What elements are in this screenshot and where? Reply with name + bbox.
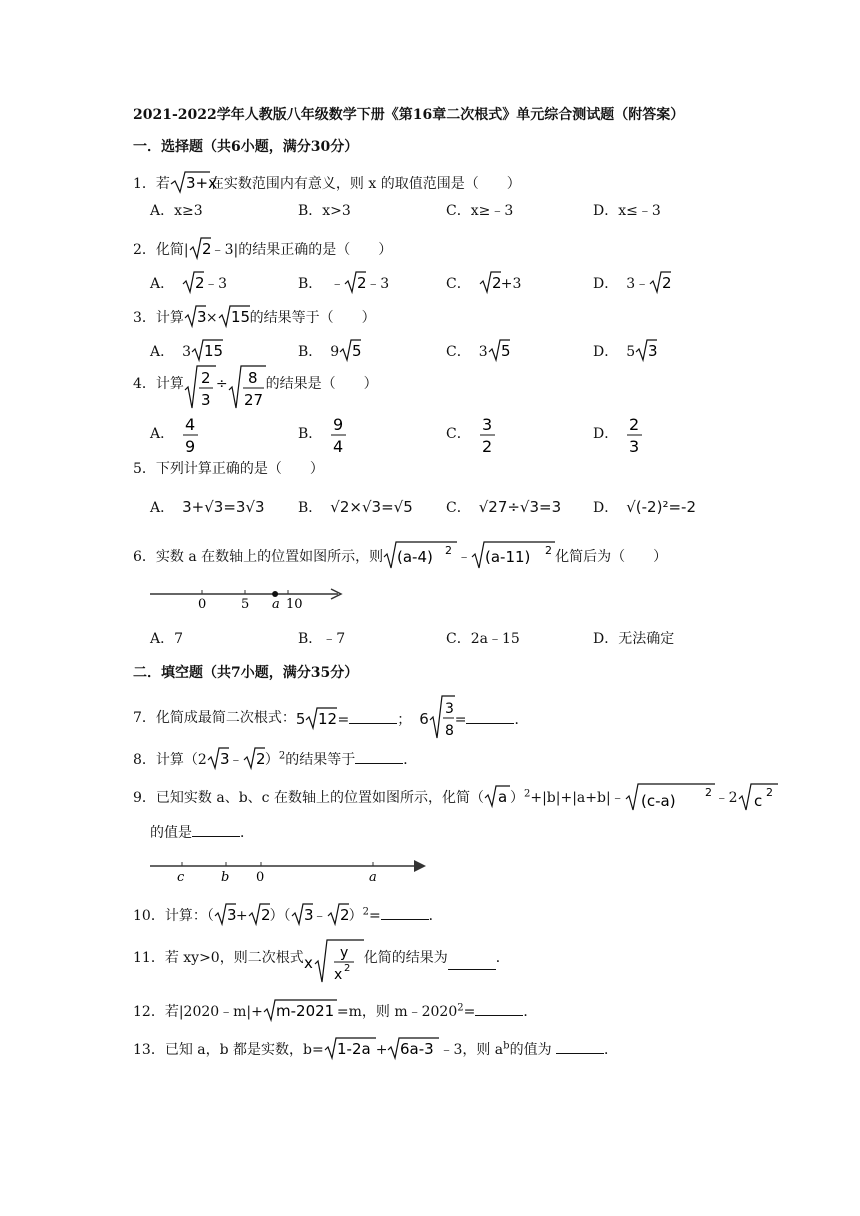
sqrt-symbol: [218, 304, 250, 328]
question-5: 5．下列计算正确的是（ ）: [133, 461, 324, 477]
svg-text:8: 8: [444, 723, 454, 739]
svg-text:2: 2: [201, 240, 212, 258]
svg-text:3: 3: [444, 701, 454, 717]
q1-text: 在实数范围内有意义，则 x 的取值范围是（ ）: [209, 176, 521, 192]
sqrt-symbol: [189, 236, 211, 260]
q3-option-a: A． 3 15: [150, 342, 224, 360]
tick-label-10: 10: [286, 597, 303, 612]
svg-text:m-2021: m-2021: [275, 1002, 335, 1020]
label-b: b: [221, 870, 230, 885]
sqrt-symbol: [170, 170, 217, 194]
svg-text:4: 4: [333, 437, 344, 456]
svg-text:3: 3: [196, 308, 207, 326]
sqrt-symbol: [383, 540, 457, 570]
q2-number: 2．化简|: [133, 242, 189, 258]
sqrt-symbol: [182, 270, 204, 294]
svg-text:27: 27: [243, 391, 263, 409]
svg-text:2: 2: [629, 415, 640, 434]
axis-arrow-icon: [414, 860, 426, 872]
svg-text:9: 9: [333, 415, 344, 434]
q5-option-a: A． 3+√3=3√3: [150, 498, 265, 516]
svg-text:2: 2: [357, 274, 367, 292]
svg-text:3: 3: [303, 906, 314, 924]
q3-option-d: D． 5 3: [593, 342, 658, 360]
question-9: 9．已知实数 a、b、c 在数轴上的位置如图所示，化简（ a ）$^2$+|b|+|a+b|﹣ (c-a) 2 ﹣2 c 2: [133, 782, 778, 812]
svg-text:2: 2: [481, 437, 492, 456]
answer-blank[interactable]: [448, 957, 496, 970]
document-title: 2021-2022学年人教版八年级数学下册《第16章二次根式》单元综合测试题（附答案）: [133, 107, 685, 123]
answer-blank[interactable]: [355, 751, 403, 764]
q6-option-b: B．﹣7: [298, 631, 346, 647]
svg-text:y: y: [339, 945, 349, 961]
svg-text:(c-a): (c-a): [640, 792, 676, 810]
section-heading-fill: 二．填空题（共7小题，满分35分）: [133, 665, 359, 681]
q4-option-c: C． 3 2: [446, 415, 492, 456]
q4-option-d: D． 2 3: [593, 415, 640, 456]
svg-text:3: 3: [219, 750, 230, 768]
answer-blank[interactable]: [475, 1003, 523, 1016]
q6-option-a: A．7: [150, 631, 184, 647]
question-9-line2: 的值是 ．: [150, 825, 254, 841]
q2-option-a: A． 2 ﹣3: [150, 270, 227, 294]
svg-text:15: 15: [204, 342, 224, 360]
question-11: 11．若 xy>0，则二次根式 x y x 2 化简的结果为 ．: [133, 938, 510, 984]
svg-text:2: 2: [545, 544, 553, 557]
svg-text:2: 2: [765, 786, 773, 799]
svg-text:x: x: [303, 954, 313, 972]
svg-text:(a-4): (a-4): [397, 548, 434, 566]
answer-blank[interactable]: [466, 711, 514, 724]
svg-text:2: 2: [195, 274, 205, 292]
svg-text:4: 4: [185, 415, 196, 434]
question-2: [133, 236, 392, 260]
svg-text:2: 2: [255, 750, 266, 768]
answer-blank[interactable]: [192, 824, 240, 837]
svg-text:2: 2: [200, 369, 211, 387]
question-13: 13．已知 a，b 都是实数，b= 1-2a + 6a-3 ﹣3，则 $a^b$的值为 ．: [133, 1040, 619, 1058]
svg-text:2: 2: [662, 274, 672, 292]
q5-option-c: C． √27÷√3=3: [446, 498, 562, 516]
tick-label-5: 5: [241, 597, 250, 612]
section-heading-choice: 一．选择题（共6小题，满分30分）: [133, 139, 359, 155]
q2-text: ﹣3|的结果正确的是（ ）: [210, 242, 393, 258]
tick-label-0: 0: [198, 597, 207, 612]
answer-blank[interactable]: [349, 711, 397, 724]
label-c: c: [177, 870, 185, 885]
answer-blank[interactable]: [381, 907, 429, 920]
sqrt-symbol: [471, 540, 555, 570]
svg-text:12: 12: [318, 710, 338, 728]
q6-option-c: C．2a﹣15: [446, 631, 520, 647]
sqrt-symbol: [479, 270, 501, 294]
q2-option-b: B． ﹣ 2 ﹣3: [298, 270, 389, 294]
svg-text:8: 8: [247, 369, 258, 387]
sqrt-symbol: [649, 270, 671, 294]
q4-option-a: A． 4 9: [150, 415, 196, 456]
sqrt-fraction: [228, 364, 266, 410]
svg-text:5: 5: [500, 342, 511, 360]
svg-text:2: 2: [445, 544, 453, 557]
radicand: 3+x: [185, 174, 217, 192]
q1-option-d: D．x≤﹣3: [593, 203, 661, 219]
svg-text:a: a: [497, 788, 508, 806]
svg-text:1-2a: 1-2a: [336, 1040, 371, 1058]
number-line-q9: [148, 856, 438, 886]
question-3: 3．计算 3 × 15 的结果等于（ ）: [133, 304, 376, 328]
question-10: 10．计算：（ 3 + 2 ）（ 3 ﹣ 2 ）$^2$= ．: [133, 906, 443, 924]
q6-option-d: D．无法确定: [593, 631, 675, 647]
svg-text:(a-11): (a-11): [485, 548, 531, 566]
sqrt-symbol: [344, 270, 366, 294]
point-label-a: a: [272, 597, 280, 612]
label-a: a: [369, 870, 377, 885]
question-8: 8．计算（2 3 ﹣ 2 ）$^2$的结果等于 ．: [133, 750, 418, 768]
svg-text:3: 3: [648, 342, 658, 360]
svg-text:3: 3: [226, 906, 237, 924]
svg-text:6a-3: 6a-3: [400, 1040, 435, 1058]
q1-number: 1．若: [133, 176, 170, 192]
q1-option-c: C．x≥﹣3: [446, 203, 514, 219]
number-line-q6: [148, 582, 348, 612]
sqrt-symbol: [184, 304, 206, 328]
q5-option-d: D． √(-2)²=-2: [593, 498, 696, 516]
sqrt-fraction: [184, 364, 216, 410]
svg-text:3: 3: [481, 415, 492, 434]
question-4: 4．计算 2 3 ÷ 8 27 的结果是（ ）: [133, 364, 378, 410]
q3-option-b: B． 9 5: [298, 342, 362, 360]
q4-option-b: B． 9 4: [298, 415, 344, 456]
svg-text:2: 2: [339, 906, 350, 924]
question-7: 7．化简成最简二次根式：5 12 = ； 6 3 8 = ．: [133, 694, 528, 740]
svg-text:5: 5: [352, 342, 362, 360]
svg-text:15: 15: [230, 308, 250, 326]
q2-option-c: C． 2 +3: [446, 270, 521, 294]
q5-option-b: B． √2×√3=√5: [298, 498, 413, 516]
svg-text:2: 2: [260, 906, 271, 924]
svg-text:x: x: [333, 967, 343, 983]
question-12: 12．若|2020﹣m|+ m-2021 =m，则 $m﹣2020^2=$ ．: [133, 1002, 538, 1020]
q1-option-b: B．x>3: [298, 203, 351, 219]
q3-option-c: C． 3 5: [446, 342, 511, 360]
svg-text:9: 9: [185, 437, 196, 456]
svg-text:2: 2: [704, 786, 712, 799]
svg-text:3: 3: [629, 437, 640, 456]
label-0: 0: [256, 870, 265, 885]
svg-text:2: 2: [491, 274, 502, 292]
svg-text:2: 2: [343, 963, 351, 974]
q1-option-a: A．x≥3: [150, 203, 203, 219]
q2-option-d: D． 3﹣ 2: [593, 270, 671, 294]
svg-text:c: c: [753, 792, 762, 810]
question-1: [133, 170, 521, 194]
svg-text:3: 3: [200, 391, 211, 409]
answer-blank[interactable]: [556, 1041, 604, 1054]
question-6: 6．实数 a 在数轴上的位置如图所示，则 (a-4) 2 ﹣ (a-11) 2 化简后为（ ）: [133, 540, 667, 570]
